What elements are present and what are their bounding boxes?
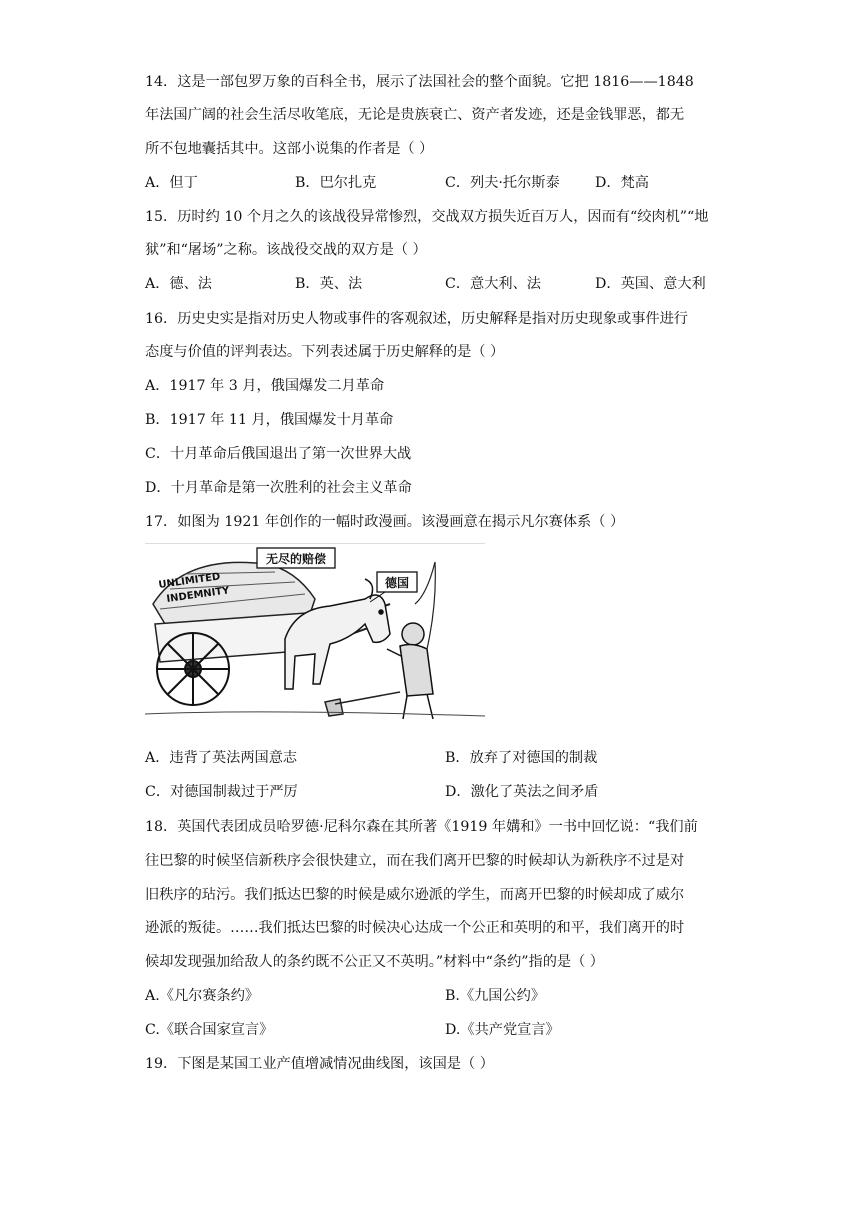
q14-stem-line-1: 14．这是一部包罗万象的百科全书，展示了法国社会的整个面貌。它把 1816——1848	[145, 74, 694, 90]
q15-option-b[interactable]: B．英、法	[295, 276, 363, 292]
cartoon-label-cart: 无尽的赔偿	[265, 552, 327, 566]
q17-option-b[interactable]: B．放弃了对德国的制裁	[445, 750, 598, 766]
q16-stem-line-1: 16．历史史实是指对历史人物或事件的客观叙述，历史解释是指对历史现象或事件进行	[145, 311, 688, 327]
q15-option-d[interactable]: D．英国、意大利	[595, 276, 706, 292]
q18-stem-line-1: 18．英国代表团成员哈罗德·尼科尔森在其所著《1919 年媾和》一书中回忆说：“我们前	[145, 819, 698, 835]
q18-option-c[interactable]: C.《联合国家宣言》	[145, 1022, 274, 1038]
q17-option-d[interactable]: D．激化了英法之间矛盾	[445, 784, 599, 800]
q18-option-a[interactable]: A.《凡尔赛条约》	[145, 988, 260, 1004]
cartoon-wheel	[157, 633, 229, 705]
q14-option-c[interactable]: C．列夫·托尔斯泰	[445, 175, 560, 191]
q14-option-d[interactable]: D．梵高	[595, 175, 649, 191]
q16-option-c[interactable]: C．十月革命后俄国退出了第一次世界大战	[145, 446, 412, 462]
q16-option-a[interactable]: A．1917 年 3 月，俄国爆发二月革命	[145, 378, 385, 394]
cartoon-scrawl-2: INDEMNITY	[165, 585, 231, 605]
q14-stem-line-2: 年法国广阔的社会生活尽收笔底，无论是贵族衰亡、资产者发迹，还是金钱罪恶，都无	[145, 107, 685, 123]
q18-stem-line-4: 逊派的叛徒。……我们抵达巴黎的时候决心达成一个公正和英明的和平，我们离开的时	[145, 920, 685, 936]
q17-stem-line-1: 17．如图为 1921 年创作的一幅时政漫画。该漫画意在揭示凡尔赛体系（ ）	[145, 514, 625, 530]
cartoon-label-horse: 德国	[384, 576, 410, 590]
cartoon-man	[387, 623, 433, 719]
q14-stem-line-3: 所不包地囊括其中。这部小说集的作者是（ ）	[145, 141, 434, 157]
q17-option-a[interactable]: A．违背了英法两国意志	[145, 750, 298, 766]
q16-option-b[interactable]: B．1917 年 11 月，俄国爆发十月革命	[145, 412, 394, 428]
q15-stem-line-2: 狱”和“屠场”之称。该战役交战的双方是（ ）	[145, 242, 427, 258]
cartoon-scrawl-1: UNLIMITED	[157, 571, 222, 591]
q18-option-b[interactable]: B.《九国公约》	[445, 988, 546, 1004]
q15-option-c[interactable]: C．意大利、法	[445, 276, 541, 292]
q18-stem-line-2: 往巴黎的时候坚信新秩序会很快建立，而在我们离开巴黎的时候却认为新秩序不过是对	[145, 853, 685, 869]
q18-option-d[interactable]: D.《共产党宣言》	[445, 1022, 560, 1038]
q16-stem-line-2: 态度与价值的评判表达。下列表述属于历史解释的是（ ）	[145, 344, 505, 360]
q18-stem-line-3: 旧秩序的玷污。我们抵达巴黎的时候是威尔逊派的学生，而离开巴黎的时候却成了威尔	[145, 887, 685, 903]
q17-cartoon	[145, 543, 485, 726]
cartoon-illustration	[145, 544, 485, 726]
q15-stem-line-1: 15．历时约 10 个月之久的该战役异常惨烈，交战双方损失近百万人，因而有“绞肉机”“地	[145, 209, 709, 225]
q14-option-b[interactable]: B．巴尔扎克	[295, 175, 377, 191]
q17-option-c[interactable]: C．对德国制裁过于严厉	[145, 784, 298, 800]
q16-option-d[interactable]: D．十月革命是第一次胜利的社会主义革命	[145, 480, 412, 496]
q19-stem-line-1: 19．下图是某国工业产值增减情况曲线图，该国是（ ）	[145, 1056, 494, 1072]
q15-option-a[interactable]: A．德、法	[145, 276, 212, 292]
q14-option-a[interactable]: A．但丁	[145, 175, 198, 191]
q18-stem-line-5: 候却发现强加给敌人的条约既不公正又不英明。”材料中“条约”指的是（ ）	[145, 954, 604, 970]
